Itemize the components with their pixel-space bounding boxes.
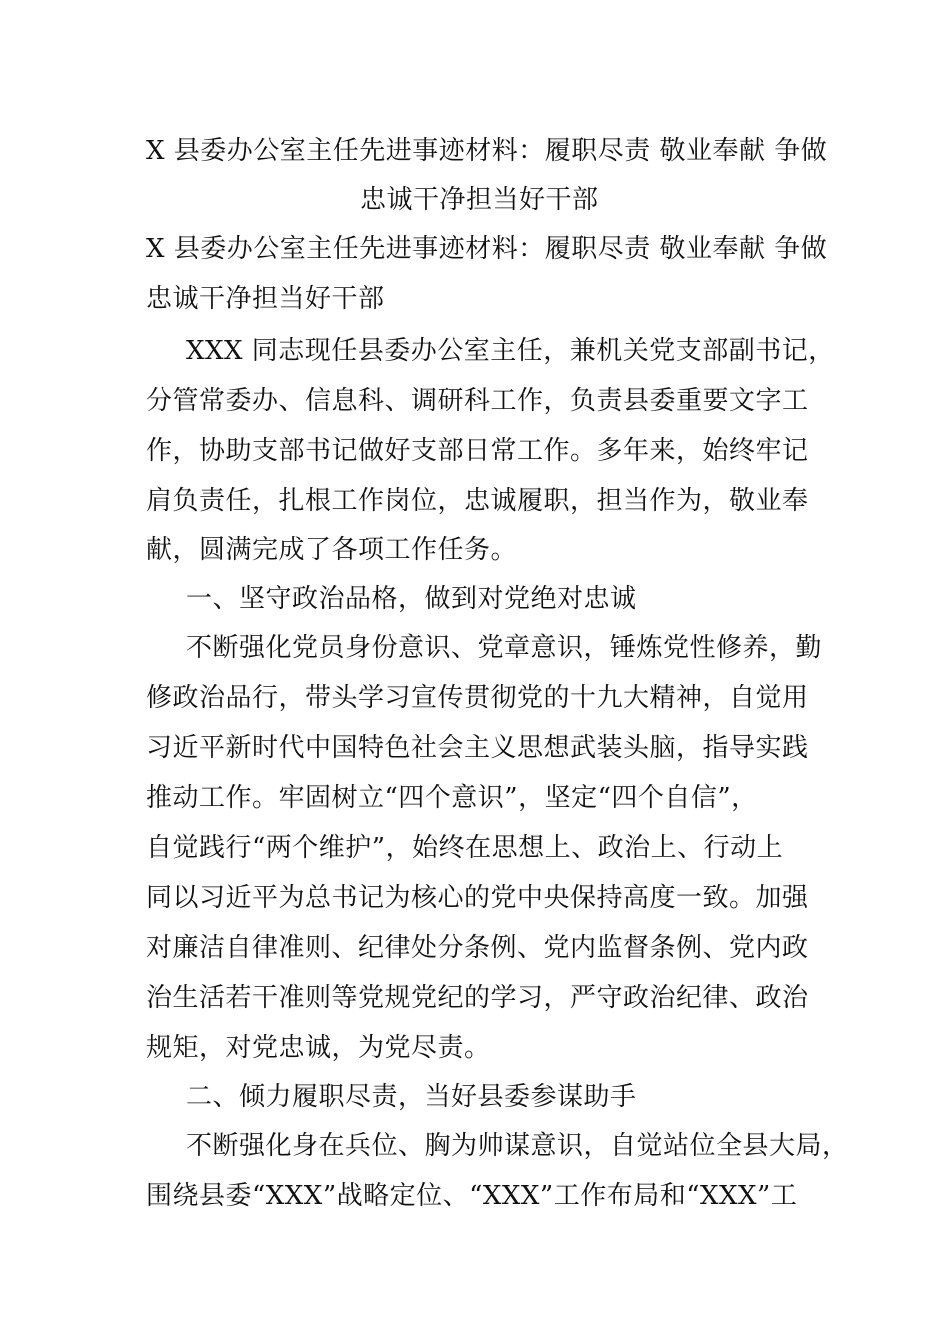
section1-heading: 一、坚守政治品格，做到对党绝对忠诚 <box>186 584 637 614</box>
title-line-2: 忠诚干净担当好干部 <box>360 185 599 215</box>
intro-line-1: XXX 同志现任县委办公室主任，兼机关党支部副书记， <box>186 336 835 366</box>
section2-heading: 二、倾力履职尽责，当好县委参谋助手 <box>186 1082 637 1112</box>
section1-line-6: 同以习近平为总书记为核心的党中央保持高度一致。加强 <box>146 883 809 913</box>
section1-line-4: 推动工作。牢固树立“四个意识”，坚定“四个自信”， <box>146 783 758 813</box>
section2-line-2: 围绕县委“XXX”战略定位、“XXX”工作布局和“XXX”工 <box>146 1181 798 1211</box>
intro-line-4: 肩负责任，扎根工作岗位，忠诚履职，担当作为，敬业奉 <box>146 486 809 516</box>
section1-line-2: 修政治品行，带头学习宣传贯彻党的十九大精神，自觉用 <box>146 683 809 713</box>
section1-line-3: 习近平新时代中国特色社会主义思想武装头脑，指导实践 <box>146 733 809 763</box>
section1-line-9: 规矩，对党忠诚，为党尽责。 <box>146 1033 491 1063</box>
subtitle-line-2: 忠诚干净担当好干部 <box>146 284 385 314</box>
subtitle-line-1: X 县委办公室主任先进事迹材料：履职尽责 敬业奉献 争做 <box>146 234 828 264</box>
title-line-1: X 县委办公室主任先进事迹材料：履职尽责 敬业奉献 争做 <box>146 136 828 166</box>
intro-line-2: 分管常委办、信息科、调研科工作，负责县委重要文字工 <box>146 386 809 416</box>
section1-line-7: 对廉洁自律准则、纪律处分条例、党内监督条例、党内政 <box>146 933 809 963</box>
intro-line-5: 献，圆满完成了各项工作任务。 <box>146 535 518 565</box>
section2-line-1: 不断强化身在兵位、胸为帅谋意识，自觉站位全县大局， <box>186 1131 849 1161</box>
section1-line-5: 自觉践行“两个维护”，始终在思想上、政治上、行动上 <box>146 833 784 863</box>
section1-line-1: 不断强化党员身份意识、党章意识，锤炼党性修养，勤 <box>186 633 823 663</box>
section1-line-8: 治生活若干准则等党规党纪的学习，严守政治纪律、政治 <box>146 983 809 1013</box>
intro-line-3: 作，协助支部书记做好支部日常工作。多年来，始终牢记 <box>146 436 809 466</box>
